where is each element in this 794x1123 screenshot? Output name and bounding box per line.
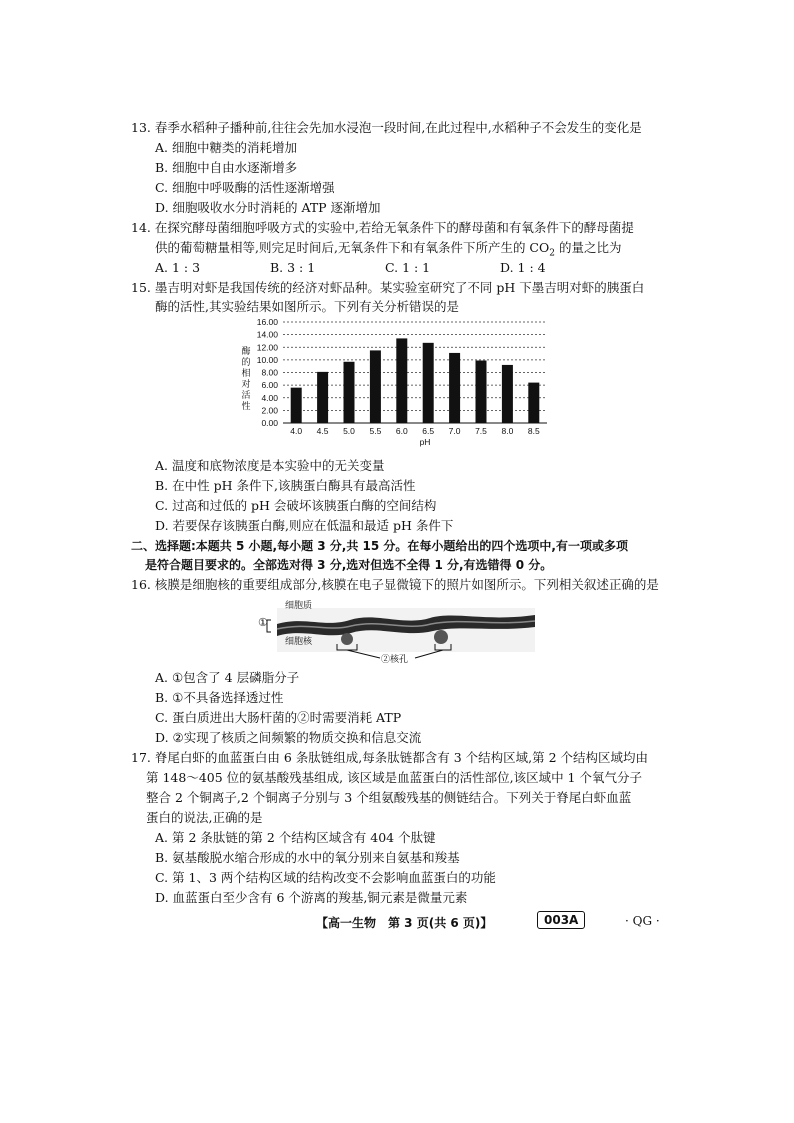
q16-option-d: D. ②实现了核质之间频繁的物质交换和信息交流 [155,730,422,745]
y-axis-label-char: 的 [241,358,251,368]
y-tick-label: 4.00 [261,392,278,403]
nuclear-pore-blob-2 [434,630,448,644]
bar-ph-6.0 [396,338,407,423]
x-tick-label: 8.5 [527,426,540,436]
label-2-nuclear-pore: ②核孔 [381,655,409,665]
section2-instructions-line1: 二、选择题:本题共 5 小题,每小题 3 分,共 15 分。在每小题给出的四个选项中,有一项或多项 [131,539,628,553]
y-axis-label-char: 相 [241,369,251,379]
q15-stem-line2: 酶的活性,其实验结果如图所示。下列有关分析错误的是 [155,299,459,314]
y-tick-label: 6.00 [261,380,278,391]
q14-stem-line2: 供的葡萄糖量相等,则完足时间后,无氧条件下和有氧条件下所产生的 $CO_2$ 的量之比为 [155,240,622,259]
bar-ph-8.0 [502,365,513,423]
bar-ph-5.5 [370,350,381,423]
nuclear-envelope-micrograph [255,598,545,668]
q14-option-c: C. 1 : 1 [385,260,431,275]
y-axis-label-char: 活 [241,391,251,401]
y-axis-label-char: 对 [241,380,251,390]
y-axis-label-char: 酶 [241,347,251,357]
q17-option-b: B. 氨基酸脱水缩合形成的水中的氧分别来自氨基和羧基 [155,850,460,865]
bar-ph-5.0 [344,362,355,423]
y-tick-label: 14.00 [256,329,278,340]
y-tick-label: 16.00 [256,317,278,327]
bar-ph-6.5 [423,343,434,423]
q13-stem: 13. 春季水稻种子播种前,往往会先加水浸泡一段时间,在此过程中,水稻种子不会发生的变化是 [131,120,642,135]
q14-option-b: B. 3 : 1 [270,260,316,275]
bar-ph-7.5 [476,361,487,423]
q13-option-b: B. 细胞中自由水逐渐增多 [155,160,298,175]
q15-option-c: C. 过高和过低的 pH 会破坏该胰蛋白酶的空间结构 [155,498,437,513]
q15-option-b: B. 在中性 pH 条件下,该胰蛋白酶具有最高活性 [155,478,416,493]
q17-option-d: D. 血蓝蛋白至少含有 6 个游离的羧基,铜元素是微量元素 [155,890,468,905]
q13-option-c: C. 细胞中呼吸酶的活性逐渐增强 [155,180,335,195]
y-tick-label: 8.00 [261,367,278,378]
ph-activity-bar-chart [235,314,555,454]
q17-option-c: C. 第 1、3 两个结构区域的结构改变不会影响血蓝蛋白的功能 [155,870,496,885]
q16-option-c: C. 蛋白质进出大肠杆菌的②时需要消耗 ATP [155,710,402,725]
x-tick-label: 7.5 [475,426,487,436]
x-tick-label: 5.0 [343,426,355,436]
q15-option-a: A. 温度和底物浓度是本实验中的无关变量 [155,458,385,473]
x-tick-label: 6.0 [395,426,408,436]
q13-option-d: D. 细胞吸收水分时消耗的 ATP 逐渐增加 [155,200,381,215]
q15-stem-line1: 15. 墨吉明对虾是我国传统的经济对虾品种。某实验室研究了不同 pH 下墨吉明对虾的胰蛋白 [131,280,645,295]
q14-option-a: A. 1 : 3 [155,260,201,275]
q13-option-a: A. 细胞中糖类的消耗增加 [155,140,297,155]
q14-stem-line1: 14. 在探究酵母菌细胞呼吸方式的实验中,若给无氧条件下的酵母菌和有氧条件下的酵母菌提 [131,220,634,235]
section2-instructions-line2: 是符合题目要求的。全部选对得 3 分,选对但选不全得 1 分,有选错得 0 分。 [145,558,553,572]
q17-option-a: A. 第 2 条肽链的第 2 个结构区域含有 404 个肽键 [155,830,436,845]
y-tick-label: 10.00 [256,354,278,365]
y-tick-label: 12.00 [256,342,278,353]
bar-ph-4.0 [291,388,302,423]
bar-ph-7.0 [449,353,460,423]
q16-option-b: B. ①不具备选择透过性 [155,690,284,705]
q16-stem: 16. 核膜是细胞核的重要组成部分,核膜在电子显微镜下的照片如图所示。下列相关叙述正确的是 [131,577,659,592]
q17-stem-line4: 蛋白的说法,正确的是 [146,810,263,825]
bar-ph-4.5 [317,372,328,423]
y-tick-label: 2.00 [261,405,278,416]
q17-stem-line2: 第 148～405 位的氨基酸残基组成, 该区域是血蓝蛋白的活性部位,该区域中 1 个氧气分子 [146,770,642,785]
q17-stem-line1: 17. 脊尾白虾的血蓝蛋白由 6 条肽链组成,每条肽链都含有 3 个结构区域,第 2 个结构区域均由 [131,750,648,765]
x-tick-label: 6.5 [422,426,435,436]
x-axis-label: pH [419,437,431,447]
q17-stem-line3: 整合 2 个铜离子,2 个铜离子分别与 3 个组氨酸残基的侧链结合。下列关于脊尾白虾血蓝 [146,790,632,805]
label-cytoplasm: 细胞质 [285,601,313,611]
x-tick-label: 4.0 [290,426,303,436]
x-tick-label: 5.5 [369,426,382,436]
q14-options [155,260,615,276]
bar-ph-8.5 [528,383,539,423]
footer-code: 003A [537,911,585,929]
x-tick-label: 7.0 [448,426,461,436]
footer-page-label: 【高一生物 第 3 页(共 6 页)】 [316,916,493,930]
y-tick-label: 0.00 [261,418,278,428]
x-tick-label: 4.5 [316,426,329,436]
q16-option-a: A. ①包含了 4 层磷脂分子 [155,670,300,685]
y-axis-label-char: 性 [241,402,251,412]
nuclear-pore-blob-1 [341,633,353,645]
footer-tag: · QG · [625,914,660,928]
q15-option-d: D. 若要保存该胰蛋白酶,则应在低温和最适 pH 条件下 [155,518,454,533]
label-nucleus: 细胞核 [285,637,313,647]
x-tick-label: 8.0 [501,426,514,436]
q14-option-d: D. 1 : 4 [500,260,546,275]
label-1: ① [258,616,268,629]
